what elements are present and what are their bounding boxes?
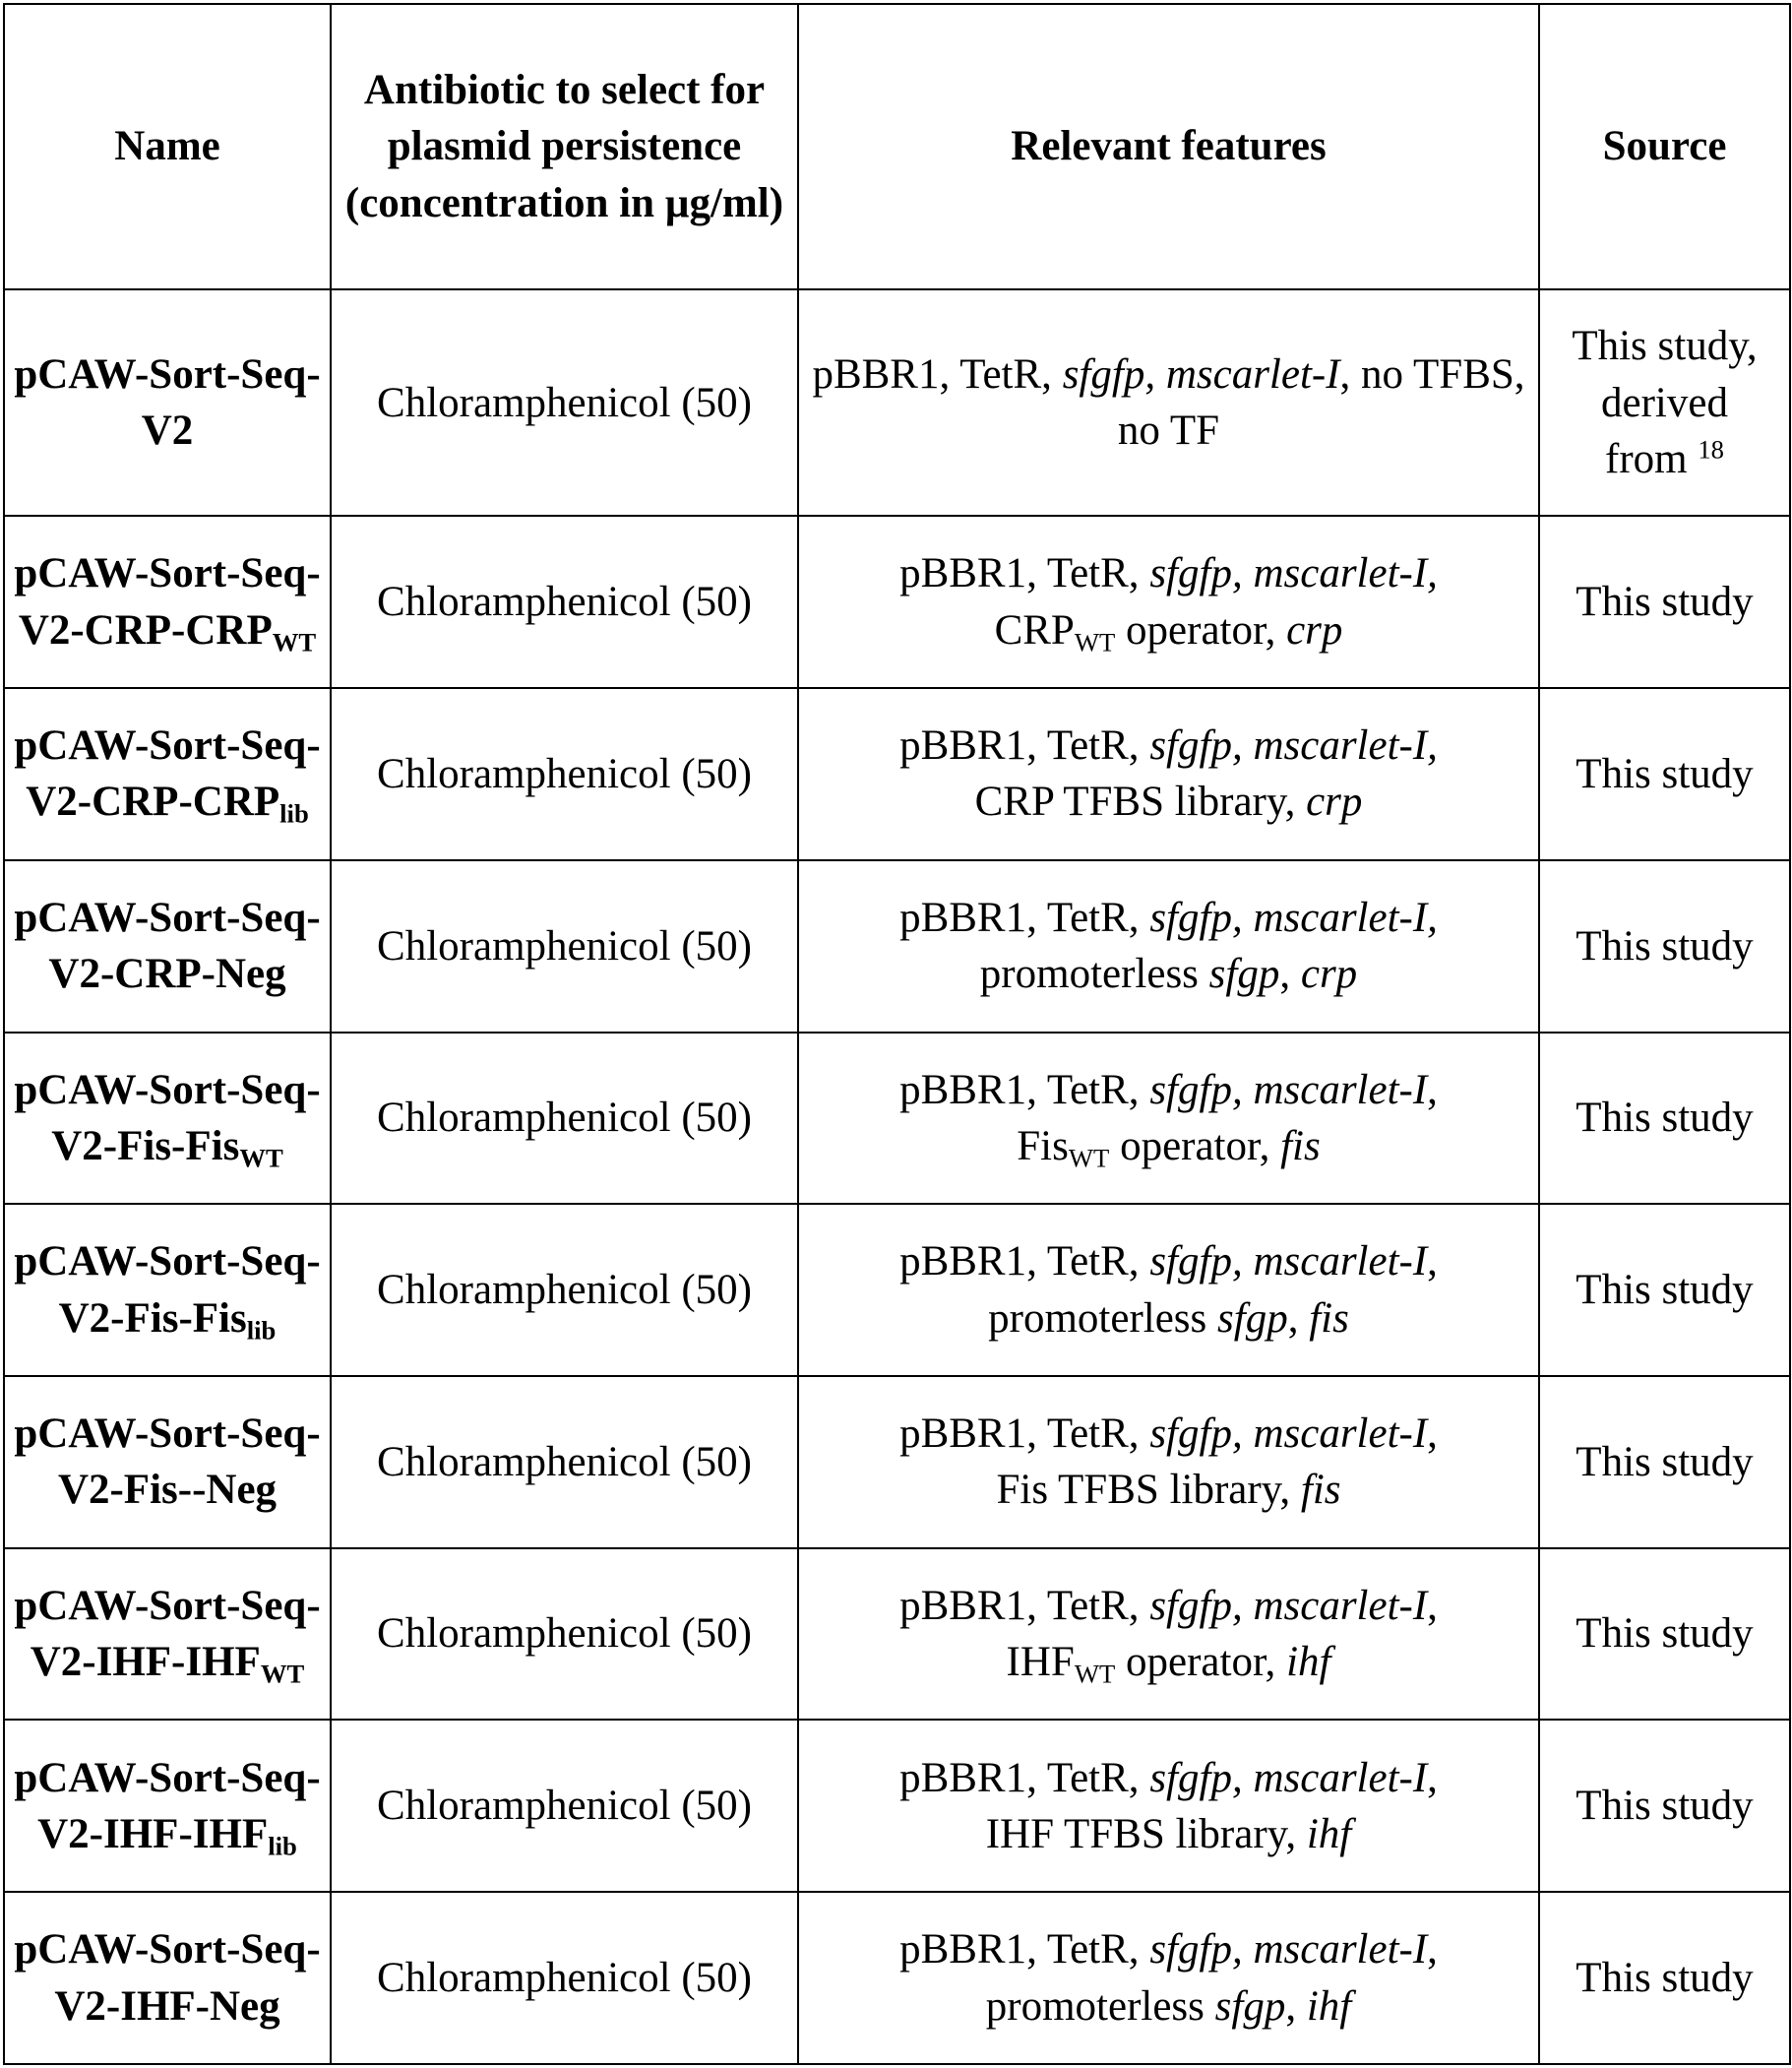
feature-text: pBBR1, TetR,	[899, 894, 1150, 941]
header-name: Name	[4, 4, 331, 289]
plasmid-name-subscript: WT	[239, 1143, 283, 1173]
table-row	[4, 1376, 1790, 1548]
table-row	[4, 1892, 1790, 2064]
plasmid-name: pCAW-Sort-Seq-V2-Fis-Fis	[14, 1066, 321, 1169]
source-cell	[1539, 1204, 1790, 1376]
antibiotic-cell: Chloramphenicol (50)	[331, 1204, 798, 1376]
antibiotic-cell: Chloramphenicol (50)	[331, 860, 798, 1033]
antibiotic-cell: Chloramphenicol (50)	[331, 688, 798, 860]
feature-gene-italic: ihf	[1286, 1639, 1331, 1686]
feature-gene-italic: ihf	[1306, 1810, 1352, 1857]
feature-text: CRP	[994, 606, 1075, 654]
relevant-features-cell	[798, 1892, 1539, 2064]
source-text: This study	[1576, 1783, 1754, 1830]
feature-text: pBBR1, TetR,	[899, 1582, 1150, 1629]
source-text: This study	[1576, 1438, 1754, 1485]
feature-gene-italic: ihf	[1306, 1982, 1352, 2030]
plasmid-name: pCAW-Sort-Seq-V2-IHF-IHF	[14, 1754, 321, 1857]
antibiotic-cell: Chloramphenicol (50)	[331, 1376, 798, 1548]
header-source: Source	[1539, 4, 1790, 289]
source-cell	[1539, 289, 1790, 516]
plasmid-name: pCAW-Sort-Seq-V2-Fis-Fis	[14, 1238, 321, 1342]
plasmid-name-cell	[4, 516, 331, 688]
source-cell	[1539, 1892, 1790, 2064]
plasmid-name-subscript: lib	[279, 798, 309, 829]
plasmid-name-cell	[4, 860, 331, 1033]
plasmid-name: pCAW-Sort-Seq-V2-IHF-Neg	[14, 1926, 321, 2030]
source-cell	[1539, 516, 1790, 688]
feature-text: Fis TFBS library,	[996, 1467, 1301, 1514]
relevant-features-cell	[798, 1376, 1539, 1548]
feature-gene-italic: crp	[1286, 606, 1343, 654]
relevant-features-cell	[798, 1720, 1539, 1892]
plasmid-name: pCAW-Sort-Seq-V2	[14, 350, 321, 455]
plasmid-name: pCAW-Sort-Seq-V2-CRP-CRP	[14, 550, 321, 654]
plasmid-name-cell	[4, 1376, 331, 1548]
header-antibiotic: Antibiotic to select for plasmid persistence (concentration in µg/ml)	[331, 4, 798, 289]
feature-text: pBBR1, TetR,	[899, 550, 1150, 597]
table-row	[4, 289, 1790, 516]
feature-gene-italic: sfgfp, mscarlet-I	[1149, 1066, 1428, 1113]
table-body	[4, 289, 1790, 2064]
feature-gene-italic: sfgfp, mscarlet-I	[1149, 1754, 1428, 1801]
source-cell	[1539, 1033, 1790, 1205]
plasmid-name-cell	[4, 688, 331, 860]
feature-subscript: WT	[1074, 1659, 1116, 1689]
feature-text: ,	[1285, 1982, 1307, 2030]
plasmid-name-subscript: WT	[260, 1659, 305, 1689]
plasmid-name-subscript: WT	[272, 627, 317, 658]
source-cell	[1539, 860, 1790, 1033]
feature-text: ,	[1287, 1294, 1310, 1342]
table-row	[4, 1033, 1790, 1205]
table-row	[4, 1720, 1790, 1892]
feature-text: CRP TFBS library,	[974, 779, 1307, 826]
source-cell	[1539, 688, 1790, 860]
feature-text: pBBR1, TetR,	[899, 1926, 1150, 1974]
plasmid-name-cell	[4, 1892, 331, 2064]
antibiotic-cell: Chloramphenicol (50)	[331, 1548, 798, 1721]
feature-gene-italic: crp	[1306, 779, 1363, 826]
feature-gene-italic: sfgfp, mscarlet-I	[1062, 350, 1340, 398]
feature-text: pBBR1, TetR,	[812, 350, 1063, 398]
feature-text: promoterless	[988, 1294, 1218, 1342]
source-text: This study	[1576, 1267, 1754, 1314]
feature-text: pBBR1, TetR,	[899, 1066, 1150, 1113]
plasmid-name-subscript: lib	[268, 1831, 297, 1861]
feature-text: , no TFBS, no TF	[1117, 350, 1525, 455]
feature-text: ,	[1427, 1754, 1438, 1801]
feature-gene-italic: sfgfp, mscarlet-I	[1149, 1410, 1428, 1458]
feature-text: ,	[1427, 1926, 1438, 1974]
plasmid-name-cell	[4, 1548, 331, 1721]
relevant-features-cell	[798, 1033, 1539, 1205]
feature-gene-italic: fis	[1300, 1467, 1341, 1514]
plasmid-name-subscript: lib	[246, 1315, 277, 1346]
source-cell	[1539, 1720, 1790, 1892]
plasmid-name-cell	[4, 289, 331, 516]
feature-text: pBBR1, TetR,	[899, 722, 1150, 770]
feature-text: ,	[1279, 951, 1301, 998]
relevant-features-cell	[798, 1204, 1539, 1376]
table-row	[4, 860, 1790, 1033]
source-text: This study, derived from	[1572, 323, 1758, 482]
antibiotic-cell: Chloramphenicol (50)	[331, 289, 798, 516]
source-cell	[1539, 1376, 1790, 1548]
header-relevant-features: Relevant features	[798, 4, 1539, 289]
feature-gene-italic: sfgp	[1214, 1982, 1286, 2030]
relevant-features-cell	[798, 688, 1539, 860]
feature-gene-italic: sfgp	[1208, 951, 1280, 998]
header-row	[4, 4, 1790, 289]
feature-gene-italic: sfgfp, mscarlet-I	[1149, 1238, 1428, 1285]
feature-gene-italic: sfgfp, mscarlet-I	[1149, 1926, 1428, 1974]
source-text: This study	[1576, 922, 1754, 970]
source-text: This study	[1576, 579, 1754, 626]
table-row	[4, 516, 1790, 688]
feature-text: promoterless	[979, 951, 1209, 998]
feature-gene-italic: crp	[1300, 951, 1358, 998]
relevant-features-cell	[798, 1548, 1539, 1721]
antibiotic-cell: Chloramphenicol (50)	[331, 1892, 798, 2064]
feature-text: operator,	[1109, 1122, 1281, 1169]
table-row	[4, 688, 1790, 860]
feature-gene-italic: sfgp	[1217, 1294, 1288, 1342]
relevant-features-cell	[798, 289, 1539, 516]
plasmid-name: pCAW-Sort-Seq-V2-CRP-Neg	[14, 894, 321, 998]
plasmid-name: pCAW-Sort-Seq-V2-Fis--Neg	[14, 1410, 321, 1514]
table-row	[4, 1204, 1790, 1376]
source-text: This study	[1576, 1955, 1754, 2001]
feature-text: ,	[1427, 1410, 1438, 1458]
feature-gene-italic: fis	[1309, 1294, 1349, 1342]
feature-text: operator,	[1115, 606, 1287, 654]
antibiotic-cell: Chloramphenicol (50)	[331, 516, 798, 688]
feature-gene-italic: sfgfp, mscarlet-I,	[1149, 894, 1438, 941]
plasmid-table	[3, 3, 1791, 2065]
source-text: This study	[1576, 1095, 1754, 1142]
antibiotic-cell: Chloramphenicol (50)	[331, 1033, 798, 1205]
feature-text: ,	[1427, 1066, 1438, 1113]
plasmid-name-cell	[4, 1720, 331, 1892]
relevant-features-cell	[798, 860, 1539, 1033]
plasmid-name: pCAW-Sort-Seq-V2-CRP-CRP	[14, 722, 321, 826]
feature-gene-italic: sfgfp, mscarlet-I,	[1149, 722, 1438, 770]
feature-text: operator,	[1115, 1639, 1287, 1686]
feature-text: ,	[1427, 1582, 1438, 1629]
feature-gene-italic: sfgfp, mscarlet-I,	[1149, 550, 1438, 597]
source-text: This study	[1576, 750, 1754, 797]
feature-text: pBBR1, TetR,	[899, 1410, 1150, 1458]
feature-subscript: WT	[1068, 1143, 1110, 1173]
antibiotic-cell: Chloramphenicol (50)	[331, 1720, 798, 1892]
feature-text: pBBR1, TetR,	[899, 1754, 1150, 1801]
feature-text: pBBR1, TetR,	[899, 1238, 1150, 1285]
table-row	[4, 1548, 1790, 1721]
feature-text: IHF TFBS library,	[985, 1810, 1307, 1857]
feature-text: IHF	[1006, 1639, 1075, 1686]
plasmid-name-cell	[4, 1204, 331, 1376]
feature-text: promoterless	[985, 1982, 1215, 2030]
feature-text: ,	[1427, 1238, 1438, 1285]
source-reference: 18	[1698, 434, 1724, 465]
source-text: This study	[1576, 1610, 1754, 1658]
feature-gene-italic: sfgfp, mscarlet-I	[1149, 1582, 1428, 1629]
feature-gene-italic: fis	[1280, 1122, 1321, 1169]
feature-subscript: WT	[1074, 627, 1116, 658]
plasmid-name: pCAW-Sort-Seq-V2-IHF-IHF	[14, 1582, 321, 1686]
source-cell	[1539, 1548, 1790, 1721]
relevant-features-cell	[798, 516, 1539, 688]
feature-text: Fis	[1017, 1122, 1069, 1169]
plasmid-name-cell	[4, 1033, 331, 1205]
